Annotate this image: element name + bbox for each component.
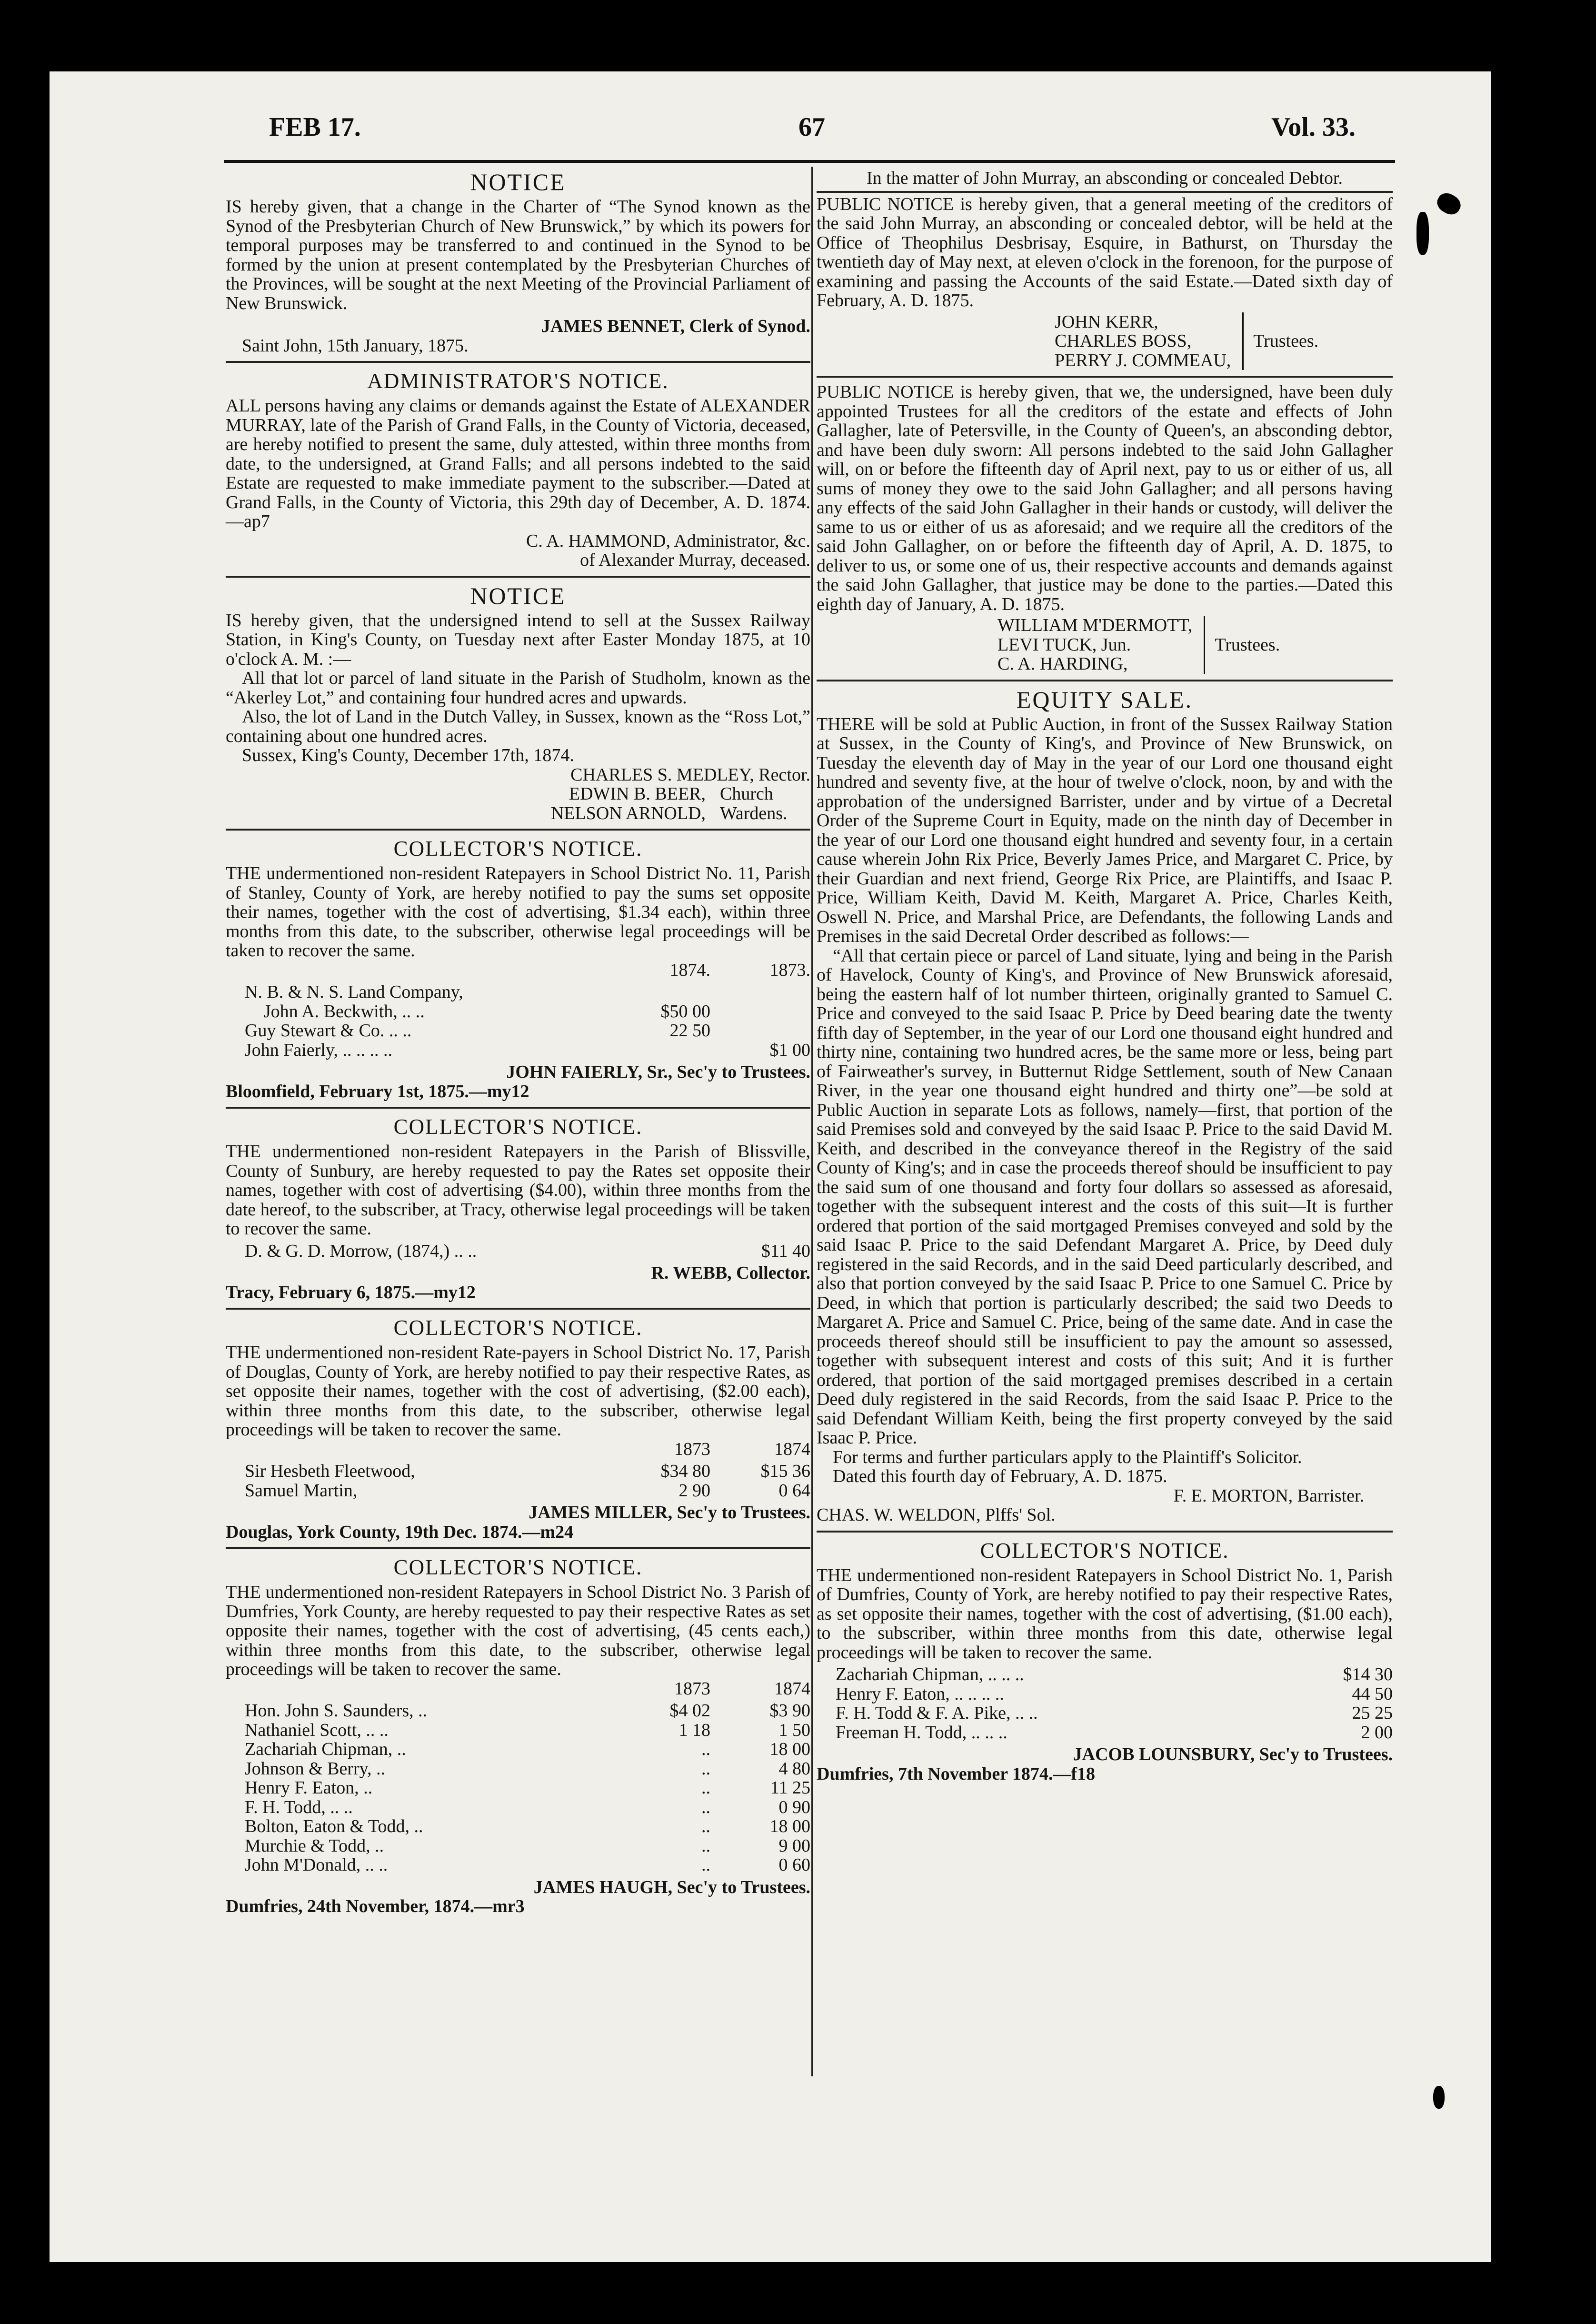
- column-year: 1874: [774, 1678, 810, 1699]
- administrator-notice: [226, 368, 810, 570]
- table-row: [226, 1836, 810, 1856]
- rate-value: ..: [701, 1778, 710, 1798]
- equity-sale-notice: [817, 686, 1393, 1525]
- notice-signature: C. A. HAMMOND, Administrator, &c.: [526, 531, 810, 551]
- notice-dateline: Sussex, King's County, December 17th, 1874.: [242, 745, 574, 765]
- rate-value: 0 90: [778, 1797, 810, 1817]
- rates-table: [226, 1462, 810, 1500]
- rates-table-header: [226, 1679, 810, 1699]
- notice-body: ALL persons having any claims or demands against the Estate of ALEXANDER MURRAY, late of the Parish of Grand Falls, in the County of Victoria, deceased, are hereby notified to present the same, duly attested, within three months from date, to the undersigned, at Grand Falls; and all persons indebted to the said Estate are requested to make immediate payment to the subscriber.—Dated at Grand Falls, in the County of Victoria, this 29th day of December, A. D. 1874.—ap7: [226, 396, 810, 531]
- notice-body: THE undermentioned non-resident Ratepayers in the Parish of Blissville, County of Sunbury, are hereby requested to pay the Rates set opposite their names, together with cost of advertising ($4.00), within three months from the date hereof, to the subscriber, at Tracy, otherwise legal proceedings will be taken to recover the same.: [226, 1142, 810, 1239]
- rate-value: 0 64: [778, 1480, 810, 1501]
- notice-title: COLLECTOR'S NOTICE.: [393, 1316, 643, 1340]
- rates-table: [226, 1242, 810, 1261]
- ratepayer-name: John A. Beckwith, .. ..: [264, 1001, 425, 1022]
- right-column: [807, 167, 1393, 1783]
- notice-signature: JACOB LOUNSBURY, Sec'y to Trustees.: [1073, 1744, 1393, 1764]
- table-row: [226, 1721, 810, 1740]
- wardens-block: [226, 784, 810, 823]
- notice-body: IS hereby given, that the undersigned intend to sell at the Sussex Railway Station, in King's County, on Tuesday next after Easter Monday 1875, at 10 o'clock A. M. :—: [226, 610, 810, 669]
- rate-value: 1 50: [778, 1720, 810, 1740]
- rate-value: $34 80: [660, 1461, 710, 1481]
- notice-body: PUBLIC NOTICE is hereby given, that we, the undersigned, have been duly appointed Trustees for all the creditors of the estate and effects of John Gallagher, late of Petersville, in the County of Queen's, an absconding debtor, and have been duly sworn: All persons indebted to the said John Gallagher will, on or before the fifteenth day of April next, pay to us or either of us, all sums of money they owe to the said John Gallagher; and all persons having any effects of the said John Gallagher in their hands or custody, will deliver the same to us or either of us as aforesaid; and we require all the creditors of the said John Gallagher, on or before the fifteenth day of April, A. D. 1875, to deliver to us, or some one of us, their respective accounts and demands against the said John Gallagher, that justice may be done to the parties.—Dated this eighth day of January, A. D. 1875.: [817, 382, 1393, 614]
- notice-paragraph: Also, the lot of Land in the Dutch Valley, in Sussex, known as the “Ross Lot,” containing about one hundred acres.: [226, 707, 810, 746]
- notice-body: THE undermentioned non-resident Ratepayers in School District No. 1, Parish of Dumfries, County of York, are hereby notified to pay their respective Rates, as set opposite their names, together with the cost of advertising, ($1.00 each), to the subscriber, within three months from this date, otherwise legal proceedings will be taken to recover the same.: [817, 1565, 1393, 1663]
- section-rule: [817, 680, 1393, 681]
- rate-value: 18 00: [769, 1816, 810, 1836]
- rate-value: [710, 1021, 810, 1041]
- notice-title: COLLECTOR'S NOTICE.: [393, 1115, 643, 1139]
- trustees-names: [998, 616, 1205, 674]
- notice-title: EQUITY SALE.: [1016, 686, 1193, 713]
- rate-value: ..: [701, 1739, 710, 1759]
- notice-signature-line2: of Alexander Murray, deceased.: [580, 550, 810, 570]
- ratepayer-name: Samuel Martin,: [245, 1480, 358, 1501]
- notice-dateline: Bloomfield, February 1st, 1875.—my12: [226, 1081, 529, 1102]
- rate-value: 0 60: [778, 1855, 810, 1875]
- ratepayer-name: Johnson & Berry, ..: [245, 1758, 386, 1779]
- ratepayer-name: F. H. Todd, .. ..: [245, 1797, 353, 1817]
- rates-table-header: [226, 1440, 810, 1459]
- trustee-name: CHARLES BOSS,: [1055, 331, 1192, 351]
- rate-value: [1197, 1723, 1293, 1743]
- table-row: [226, 1798, 810, 1817]
- rates-table-header: [226, 961, 810, 980]
- rate-value: ..: [701, 1835, 710, 1856]
- table-row: [226, 1002, 810, 1022]
- rate-value: [1197, 1684, 1293, 1704]
- section-rule: [226, 1547, 810, 1549]
- notice-body: IS hereby given, that a change in the Charter of “The Synod known as the Synod of the Presbyterian Church of New Brunswick,” by which its powers for temporal purposes may be transferred to and continued in the Synod to be formed by the union at present contemplated by the Presbyterian Churches of the Provinces, will be sought at the next Meeting of the Provincial Parliament of New Brunswick.: [226, 197, 810, 313]
- notice-title: COLLECTOR'S NOTICE.: [980, 1538, 1229, 1563]
- notice-title: COLLECTOR'S NOTICE.: [393, 837, 643, 861]
- rates-table: [226, 982, 810, 1060]
- notice-title: NOTICE: [470, 169, 566, 195]
- ratepayer-name: D. & G. D. Morrow, (1874,) .. ..: [245, 1241, 477, 1261]
- rate-value: $50 00: [660, 1001, 710, 1022]
- notice-dateline: Saint John, 15th January, 1875.: [242, 335, 469, 356]
- wardens-names: [226, 784, 720, 823]
- table-row: [226, 1462, 810, 1481]
- section-rule: [817, 376, 1393, 378]
- rate-value: ..: [701, 1855, 710, 1875]
- ratepayer-name: John M'Donald, .. ..: [245, 1855, 388, 1875]
- notice-dated: Dated this fourth day of February, A. D. 1875.: [833, 1466, 1167, 1486]
- table-row: [226, 1817, 810, 1836]
- table-row: [226, 1778, 810, 1798]
- notice-signature: JAMES MILLER, Sec'y to Trustees.: [529, 1503, 810, 1523]
- rate-value: 4 80: [778, 1758, 810, 1779]
- section-rule: [817, 1531, 1393, 1533]
- notice-body: THERE will be sold at Public Auction, in front of the Sussex Railway Station at Sussex, in the County of King's, and Province of New Brunswick, on Tuesday the eleventh day of May in the year of our Lord one thousand eight hundred and seventy five, at the hour of twelve o'clock, noon, by and with the approbation of the undersigned Barrister, under and by virtue of a Decretal Order of the Supreme Court in Equity, made on the ninth day of December in the year of our Lord one thousand eight hundred and seventy four, in a certain cause wherein John Rix Price, Beverly James Price, and Margaret C. Price, by their Guardian and next friend, George Rix Price, are Plaintiffs, and Isaac P. Price, William Keith, David M. Keith, Margaret A. Price, Charles Keith, Oswell N. Price, and Marshal Price, are Defendants, the following Lands and Premises in the said Decretal Order described as follows:—: [817, 714, 1393, 946]
- notice-quote: “All that certain piece or parcel of Land situate, lying and being in the Parish of Havelock, County of King's, and Province of New Brunswick aforesaid, being the eastern half of lot number thirteen, originally granted to Samuel C. Price and conveyed to the said Isaac P. Price by Deed bearing date the twenty fifth day of September, in the year of our Lord one thousand eight hundred and thirty nine, containing two hundred acres, be the same more or less, being part of Fairweather's survey, in Butternut Ridge Settlement, south of New Canaan River, in the year one thousand eight hundred and thirty one”—be sold at Public Auction in separate Lots as follows, namely—first, that portion of the said Premises sold and conveyed by the said Isaac P. Price to the said David M. Keith, and described in the conveyance thereof in the Registry of the said County of King's; and in case the proceeds thereof should be insufficient to pay the said sum of one thousand and forty four dollars so assessed as aforesaid, together with the subsequent interest and the costs of this suit—It is further ordered that portion of the said mortgaged Premises conveyed and sold by the said Isaac P. Price to the said Defendant Margaret A. Price, by Deed duly registered in the said Records, and in the said Deed particularly described, and also that portion conveyed by the said Isaac P. Price to one Samuel C. Price by Deed, in which that portion is particularly described; the said two Deeds to Margaret A. Price and Samuel C. Price, being of the same date. And in case the proceeds thereof should still be insufficient to pay the amount so assessed, together with subsequent interest and costs of this suit; And it is further ordered, that portion of the said mortgaged premises described in a certain Deed duly registered in the said Records, from the said Isaac P. Price to the said Defendant William Keith, being the first property conveyed by the said Isaac P. Price.: [817, 945, 1393, 1448]
- notice-signature: JOHN FAIERLY, Sr., Sec'y to Trustees.: [506, 1062, 810, 1082]
- warden-name: EDWIN B. BEER,: [569, 784, 706, 804]
- murray-creditors-notice: [817, 169, 1393, 370]
- collector-notice-dumfries-1: [817, 1537, 1393, 1784]
- trustee-name: C. A. HARDING,: [998, 654, 1128, 674]
- gallagher-trustees-notice: [817, 382, 1393, 674]
- table-row: [817, 1723, 1393, 1743]
- ratepayer-name: Henry F. Eaton, .. .. .. ..: [836, 1683, 1004, 1704]
- section-rule: [226, 1308, 810, 1310]
- table-row: [226, 982, 810, 1002]
- rate-value: $4 02: [669, 1701, 710, 1721]
- rector-signature: CHARLES S. MEDLEY, Rector.: [570, 764, 810, 785]
- rate-value: [615, 982, 710, 1002]
- column-year: 1874.: [669, 960, 710, 980]
- table-row: [226, 1041, 810, 1060]
- synod-notice: [226, 169, 810, 355]
- notice-signature: JAMES HAUGH, Sec'y to Trustees.: [533, 1877, 810, 1897]
- notice-title: NOTICE: [470, 582, 566, 609]
- rate-value: $3 90: [769, 1701, 810, 1721]
- ratepayer-name: Guy Stewart & Co. .. ..: [245, 1021, 412, 1041]
- notice-signature: R. WEBB, Collector.: [651, 1263, 810, 1283]
- ratepayer-name: Sir Hesbeth Fleetwood,: [245, 1461, 415, 1481]
- ink-blot: [1433, 2086, 1445, 2109]
- notice-dateline: Dumfries, 24th November, 1874.—mr3: [226, 1896, 525, 1916]
- table-row: [226, 1759, 810, 1779]
- ratepayer-name: Murchie & Todd, ..: [245, 1835, 384, 1856]
- notice-dateline: Tracy, February 6, 1875.—my12: [226, 1282, 476, 1302]
- rate-value: $11 40: [761, 1241, 810, 1261]
- ratepayer-name: Henry F. Eaton, ..: [245, 1778, 373, 1798]
- rate-value: [1197, 1703, 1293, 1723]
- collector-notice-douglas: [226, 1314, 810, 1542]
- wardens-label: Church Wardens.: [720, 784, 788, 823]
- warden-name: NELSON ARNOLD,: [550, 803, 706, 823]
- page-number: 67: [798, 112, 825, 142]
- ratepayer-name: Zachariah Chipman, ..: [245, 1739, 406, 1759]
- header-rule: [224, 160, 1395, 163]
- trustees-names: [1055, 312, 1244, 371]
- column-year: 1874: [774, 1439, 810, 1459]
- table-row: [226, 1701, 810, 1721]
- notice-dateline: Dumfries, 7th November 1874.—f18: [817, 1763, 1096, 1784]
- notice-body: PUBLIC NOTICE is hereby given, that a general meeting of the creditors of the said John Murray, an absconding or concealed debtor, will be held at the Office of Theophilus Desbrisay, Esquire, in Bathurst, on Thursday the twentieth day of May next, at eleven o'clock in the forenoon, for the purpose of examining and passing the Accounts of the said Estate.—Dated sixth day of February, A. D. 1875.: [817, 194, 1393, 311]
- notice-terms: For terms and further particulars apply to the Plaintiff's Solicitor.: [833, 1447, 1302, 1467]
- rate-value: 1 18: [678, 1720, 710, 1740]
- rate-value: ..: [701, 1797, 710, 1817]
- rate-value: [615, 1242, 710, 1261]
- rates-table: [817, 1665, 1393, 1742]
- rate-value: $15 36: [760, 1461, 810, 1481]
- notice-dateline: Douglas, York County, 19th Dec. 1874.—m24: [226, 1522, 574, 1542]
- table-row: [817, 1665, 1393, 1684]
- left-column: [226, 167, 810, 1916]
- rate-value: 2 90: [678, 1480, 710, 1501]
- barrister-signature: F. E. MORTON, Barrister.: [1173, 1485, 1364, 1506]
- trustee-name: PERRY J. COMMEAU,: [1055, 350, 1231, 371]
- rate-value: [710, 1002, 810, 1022]
- ratepayer-name: Nathaniel Scott, .. ..: [245, 1720, 389, 1740]
- ratepayer-name: F. H. Todd & F. A. Pike, .. ..: [836, 1703, 1038, 1723]
- issue-date: FEB 17.: [269, 112, 361, 142]
- rate-value: [1197, 1665, 1293, 1684]
- rate-value: 11 25: [770, 1778, 810, 1798]
- table-row: [226, 1855, 810, 1875]
- land-sale-notice: [226, 582, 810, 823]
- trustees-label: Trustees.: [1253, 331, 1319, 351]
- notice-signature: JAMES BENNET, Clerk of Synod.: [541, 316, 810, 336]
- notice-title: COLLECTOR'S NOTICE.: [393, 1555, 643, 1579]
- table-row: [226, 1481, 810, 1501]
- solicitor-signature: CHAS. W. WELDON, Plffs' Sol.: [817, 1505, 1056, 1525]
- trustee-name: WILLIAM M'DERMOTT,: [998, 615, 1193, 635]
- rate-value: ..: [701, 1758, 710, 1779]
- section-rule: [226, 361, 810, 363]
- table-row: [817, 1684, 1393, 1704]
- notice-body: THE undermentioned non-resident Ratepayers in School District No. 11, Parish of Stanley, County of York, are hereby notified to pay the sums set opposite their names, together with the cost of advertising, $1.34 each), within three months from this date, to the subscriber, otherwise legal proceedings will be taken to recover the same.: [226, 863, 810, 961]
- section-rule: [226, 829, 810, 831]
- notice-body: THE undermentioned non-resident Rate-payers in School District No. 17, Parish of Douglas, County of York, are hereby notified to pay their respective Rates, as set opposite their names, together with the cost of advertising, ($2.00 each), within three months from this date, to the subscriber, otherwise legal proceedings will be taken to recover the same.: [226, 1342, 810, 1440]
- rate-value: 25 25: [1352, 1703, 1393, 1723]
- ink-blot: [1416, 212, 1429, 255]
- table-row: [226, 1242, 810, 1261]
- section-rule: [226, 576, 810, 578]
- notice-heading: In the matter of John Murray, an absconding or concealed Debtor.: [867, 168, 1343, 188]
- rate-value: 2 00: [1361, 1722, 1393, 1743]
- table-row: [226, 1021, 810, 1041]
- table-row: [226, 1740, 810, 1759]
- rate-value: 18 00: [769, 1739, 810, 1759]
- rate-value: [710, 982, 810, 1002]
- trustee-name: LEVI TUCK, Jun.: [998, 634, 1131, 655]
- column-year: 1873: [674, 1678, 710, 1699]
- rate-value: $1 00: [769, 1040, 810, 1060]
- trustee-name: JOHN KERR,: [1055, 311, 1158, 332]
- rate-value: 44 50: [1352, 1683, 1393, 1704]
- trustees-block: [1055, 312, 1393, 371]
- rate-value: [615, 1041, 710, 1060]
- volume-number: Vol. 33.: [1271, 112, 1356, 142]
- trustees-block: [998, 616, 1393, 674]
- rate-value: 22 50: [669, 1021, 710, 1041]
- ratepayer-name: Freeman H. Todd, .. .. ..: [836, 1722, 1007, 1743]
- collector-notice-stanley: [226, 835, 810, 1101]
- rate-value: ..: [701, 1816, 710, 1836]
- notice-body: THE undermentioned non-resident Ratepayers in School District No. 3 Parish of Dumfries, York County, are hereby requested to pay their respective Rates as set opposite their names, together with the cost of advertising, (45 cents each,) within three months from this date, to the subscriber, otherwise legal proceedings will be taken to recover the same.: [226, 1582, 810, 1679]
- rate-value: 9 00: [778, 1835, 810, 1856]
- column-year: 1873.: [769, 960, 810, 980]
- ratepayer-name: Hon. John S. Saunders, ..: [245, 1701, 428, 1721]
- section-rule: [817, 191, 1393, 193]
- table-row: [817, 1703, 1393, 1723]
- notice-paragraph: All that lot or parcel of land situate in the Parish of Studholm, known as the “Akerley Lot,” and containing four hundred acres and upwards.: [226, 668, 810, 708]
- collector-notice-blissville: [226, 1113, 810, 1302]
- collector-notice-dumfries-3: [226, 1554, 810, 1916]
- ratepayer-name: Zachariah Chipman, .. .. ..: [836, 1664, 1024, 1684]
- section-rule: [226, 1107, 810, 1109]
- ratepayer-name: N. B. & N. S. Land Company,: [245, 982, 463, 1002]
- trustees-label: Trustees.: [1215, 634, 1280, 655]
- rates-table: [226, 1701, 810, 1875]
- ratepayer-name: Bolton, Eaton & Todd, ..: [245, 1816, 423, 1836]
- rate-value: $14 30: [1343, 1664, 1393, 1684]
- ratepayer-name: John Faierly, .. .. .. ..: [245, 1040, 392, 1060]
- notice-title: ADMINISTRATOR'S NOTICE.: [367, 369, 669, 393]
- column-year: 1873: [674, 1439, 710, 1459]
